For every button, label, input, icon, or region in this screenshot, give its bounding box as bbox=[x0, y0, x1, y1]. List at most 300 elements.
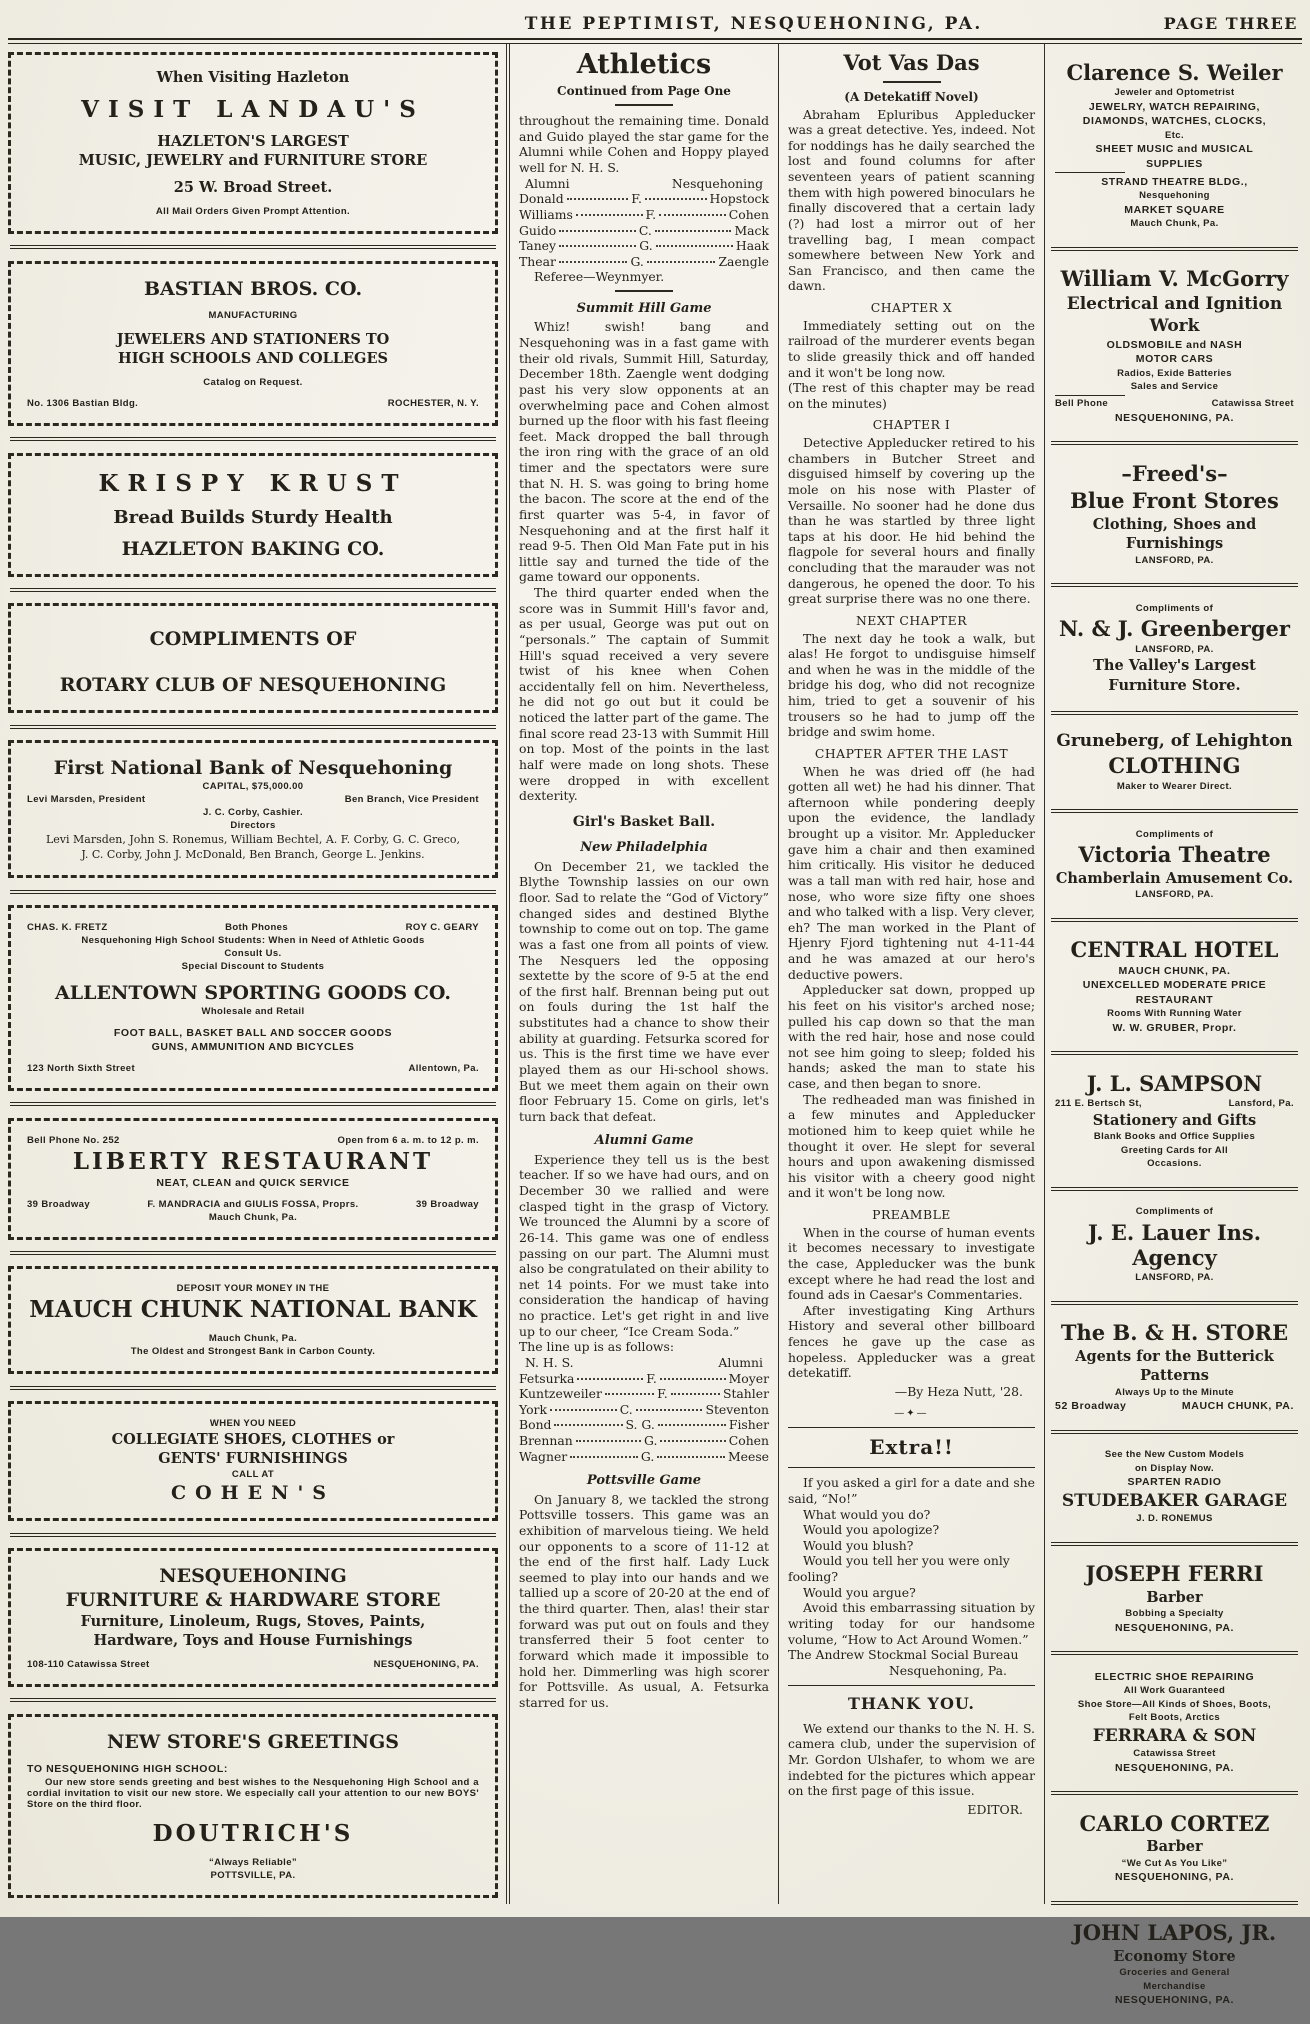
article-lineup bbox=[519, 191, 769, 269]
ad-line: COLLEGIATE SHOES, CLOTHES or bbox=[111, 1431, 395, 1449]
lineup-row bbox=[519, 1402, 769, 1418]
ad-line: CAPITAL, $75,000.00 bbox=[202, 781, 304, 793]
ad-line: Chamberlain Amusement Co. bbox=[1055, 869, 1294, 887]
ad-separator bbox=[10, 588, 496, 592]
player-home: York bbox=[519, 1401, 547, 1417]
ad-line: CLOTHING bbox=[1108, 753, 1241, 778]
ad-line: Furniture, Linoleum, Rugs, Stoves, Paints, bbox=[80, 1613, 426, 1631]
ad-line: Merchandise bbox=[1143, 1980, 1206, 1992]
article-q: What would you do? bbox=[803, 1506, 931, 1522]
article-chap: CHAPTER I bbox=[872, 417, 951, 433]
article-lr bbox=[519, 176, 769, 192]
article-p: Avoid this embarrassing situation by writing today for our handsome volume, “How to Act Around Women.” bbox=[788, 1600, 1035, 1647]
athletics-column bbox=[506, 44, 778, 1904]
row-left: Alumni bbox=[525, 175, 570, 191]
leader-dots bbox=[660, 1378, 726, 1380]
ad-line: MAUCH CHUNK NATIONAL BANK bbox=[29, 1296, 477, 1324]
player-away: Mack bbox=[734, 222, 769, 238]
ad-line: SPARTEN RADIO bbox=[1127, 1476, 1222, 1488]
ad-line: COMPLIMENTS OF bbox=[149, 628, 357, 651]
ad-line: Levi Marsden, John S. Ronemus, William Bechtel, A. F. Corby, G. C. Greco, bbox=[45, 833, 460, 847]
ad-line: Mauch Chunk, Pa. bbox=[1130, 218, 1219, 229]
ad-line: Rooms With Running Water bbox=[1107, 1008, 1242, 1019]
ad-line bbox=[27, 794, 479, 805]
ad-line: NEW STORE'S GREETINGS bbox=[107, 1730, 399, 1753]
article-p: On December 21, we tackled the Blythe Township lassies on our own floor. Sad to relate the “God of Victory” changed sides and destined Blythe township to come out on top. The game was a fast one from all points of view. The Nesquers led the opposing sextette by the score of 9-5 at the end of the first half. Brennan being put out on fouls during the 1st half the substitutes had a chance to show their ability at guarding. Fetsurka scored for us. This is the first time we have ever played them as our Hi-school shows. But we meet them again on their own floor February 15. Come on girls, let's turn back that defeat. bbox=[519, 858, 769, 1124]
player-away: Meese bbox=[727, 1448, 770, 1464]
ad-clarence-s-weiler bbox=[1051, 44, 1298, 251]
ad-line-right: MAUCH CHUNK, PA. bbox=[1181, 1400, 1294, 1412]
article-chap: NEXT CHAPTER bbox=[855, 612, 968, 628]
ad-line: CALL AT bbox=[231, 1469, 275, 1481]
ad-nesquehoning-furniture-hardware bbox=[8, 1548, 498, 1687]
ad-line: Special Discount to Students bbox=[181, 960, 325, 972]
ad-line-left: 211 E. Bertsch St, bbox=[1055, 1098, 1142, 1109]
ad-line: KRISPY KRUST bbox=[98, 469, 408, 497]
ad-line bbox=[27, 1135, 479, 1146]
ad-landaus bbox=[8, 52, 498, 234]
ad-line-right: ROCHESTER, N. Y. bbox=[387, 397, 479, 409]
ad-line: Wholesale and Retail bbox=[201, 1005, 305, 1017]
position: C. bbox=[619, 1401, 633, 1417]
ad-line: VISIT LANDAU'S bbox=[81, 96, 425, 123]
ad-line-right: Ben Branch, Vice President bbox=[344, 794, 479, 806]
article-q: Would you tell her you were only fooling? bbox=[788, 1553, 1010, 1585]
ad-line-right: NESQUEHONING, PA. bbox=[373, 1659, 479, 1671]
leader-dots bbox=[659, 214, 726, 216]
leader-dots bbox=[660, 1440, 725, 1442]
player-away: Fisher bbox=[728, 1417, 769, 1433]
ad-line: J. C. Corby, Cashier. bbox=[202, 807, 304, 819]
lineup-row bbox=[519, 238, 769, 254]
position: C. bbox=[638, 222, 652, 238]
ad-line: All Mail Orders Given Prompt Attention. bbox=[155, 206, 351, 217]
article-pni: (The rest of this chapter may be read on the minutes) bbox=[788, 380, 1035, 411]
ad-line: NEAT, CLEAN and QUICK SERVICE bbox=[156, 1176, 350, 1189]
leader-dots bbox=[657, 1456, 725, 1458]
leader-dots bbox=[559, 261, 628, 263]
ad-line: Sales and Service bbox=[1130, 381, 1219, 392]
ad-line: SUPPLIES bbox=[1146, 157, 1203, 170]
ad-freeds-blue-front-stores bbox=[1051, 445, 1298, 587]
ad-line-center: F. MANDRACIA and GIULIS FOSSA, Proprs. bbox=[147, 1198, 359, 1210]
ad-mauch-chunk-national-bank bbox=[8, 1266, 498, 1374]
lineup-row bbox=[519, 1371, 769, 1387]
ad-line: STRAND THEATRE BLDG., bbox=[1101, 175, 1248, 188]
ad-line: Barber bbox=[1146, 1838, 1203, 1855]
ad-line: FERRARA & SON bbox=[1092, 1725, 1257, 1746]
ad-john-lapos-jr bbox=[1051, 1905, 1298, 2024]
ad-line bbox=[27, 1199, 479, 1210]
ad-krispy-krust bbox=[8, 453, 498, 577]
ad-line: Greeting Cards for All bbox=[1120, 1144, 1229, 1156]
ad-line: J. C. Corby, John J. McDonald, Ben Branch, George L. Jenkins. bbox=[81, 848, 425, 862]
ad-line: Catawissa Street bbox=[1133, 1748, 1216, 1759]
ad-line: NESQUEHONING bbox=[159, 1565, 347, 1588]
ad-line: Occasions. bbox=[1147, 1158, 1202, 1169]
ad-separator bbox=[10, 1102, 496, 1106]
article-rule bbox=[883, 81, 941, 83]
position: G. bbox=[644, 1433, 658, 1448]
ad-line: CARLO CORTEZ bbox=[1079, 1810, 1270, 1836]
ad-allentown-sporting-goods bbox=[8, 905, 498, 1091]
ad-line bbox=[1055, 1098, 1294, 1109]
ad-carlo-cortez bbox=[1051, 1795, 1298, 1905]
ad-separator bbox=[10, 1698, 496, 1702]
ad-line: Directors bbox=[230, 820, 276, 832]
player-home: Kuntzeweiler bbox=[519, 1386, 602, 1402]
article-hr bbox=[788, 1427, 1035, 1428]
leader-dots bbox=[647, 261, 716, 263]
article-q: Would you apologize? bbox=[803, 1522, 940, 1538]
ad-line: Mauch Chunk, Pa. bbox=[208, 1211, 298, 1223]
article-p: If you asked a girl for a date and she said, “No!” bbox=[788, 1475, 1035, 1506]
ad-line-center: Both Phones bbox=[225, 921, 289, 933]
article-chap: CHAPTER X bbox=[870, 300, 953, 316]
lineup-row bbox=[519, 191, 769, 207]
ad-line: Blank Books and Office Supplies bbox=[1093, 1131, 1256, 1142]
article-lineup bbox=[519, 1371, 769, 1465]
article-right: Nesquehoning, Pa. bbox=[888, 1662, 1007, 1678]
article-q: Would you blush? bbox=[803, 1537, 914, 1553]
ad-line: “We Cut As You Like” bbox=[1121, 1857, 1228, 1869]
ad-line: Furniture Store. bbox=[1108, 676, 1241, 694]
ad-line: –Freed's– bbox=[1121, 460, 1228, 486]
lineup-row bbox=[519, 223, 769, 239]
ad-line: William V. McGorry bbox=[1060, 266, 1289, 291]
ad-william-v-mcgorry bbox=[1051, 251, 1298, 446]
ad-rotary-club bbox=[8, 603, 498, 713]
ad-j-l-sampson bbox=[1051, 1055, 1298, 1191]
extra-heading: Extra!! bbox=[869, 1435, 954, 1460]
article-head: New Philadelphia bbox=[580, 840, 708, 856]
lineup-row bbox=[519, 254, 769, 270]
ad-line-right: Catawissa Street bbox=[1211, 398, 1294, 409]
player-away: Cohen bbox=[728, 1433, 769, 1448]
position: F. bbox=[631, 191, 642, 207]
ad-line: FOOT BALL, BASKET BALL AND SOCCER GOODS bbox=[113, 1026, 393, 1039]
thank-you-heading: THANK YOU. bbox=[848, 1694, 975, 1714]
ad-separator bbox=[10, 245, 496, 249]
right-ads-column bbox=[1044, 44, 1304, 2006]
article-p: Whiz! swish! bang and Nesquehoning was in a fast game with their old rivals, Summit Hill, Saturday, December 18th. Zaengle went dodging past his very slow opponents at an overwhelming pace and Cohen almost burned up the floor with his fast fleeing feet. Mack dropped the ball through the iron ring with the grace of an old timer and the spectators were sure that N. H. S. was going to bring home the bacon. The score at the end of the first quarter was 5-4, in favor of Nesquehoning and at the first half it read 9-5. Then Old Man Fate put in his little say and turned the tide of the game toward our opponents. bbox=[519, 319, 769, 585]
article-sig: EDITOR. bbox=[967, 1801, 1023, 1817]
ad-cohens bbox=[8, 1401, 498, 1521]
ad-first-national-bank bbox=[8, 740, 498, 878]
leader-dots bbox=[559, 230, 636, 232]
ad-bastian-bros bbox=[8, 261, 498, 426]
leader-dots bbox=[636, 1409, 703, 1411]
player-home: Guido bbox=[519, 222, 557, 238]
leader-dots bbox=[577, 1378, 643, 1380]
ad-line bbox=[27, 1063, 479, 1074]
ad-line: ELECTRIC SHOE REPAIRING bbox=[1094, 1670, 1255, 1683]
ad-separator bbox=[10, 1533, 496, 1537]
article-sig: —By Heza Nutt, '28. bbox=[894, 1383, 1023, 1399]
ad-line: J. D. RONEMUS bbox=[1136, 1513, 1213, 1524]
newspaper-title: THE PEPTIMIST, NESQUEHONING, PA. bbox=[524, 14, 983, 34]
ad-line: Always Up to the Minute bbox=[1115, 1386, 1234, 1398]
player-away: Cohen bbox=[728, 206, 769, 222]
ad-line: LANSFORD, PA. bbox=[1135, 643, 1214, 655]
row-left: N. H. S. bbox=[525, 1354, 574, 1370]
article-p: When he was dried off (he had gotten all wet) he had his dinner. That afternoon while pondering deeply upon the evidence, the landlady brought up a visitor. Mr. Appleducker gave him a chair and then examined him critically. His visitor he deduced was a tall man with red hair, hose and nose, who wore size fifty one shoes and who talked with a lisp. Very clever, eh? The man worked in the Plant of Hjenry Fjord tightening nut 4-11-44 and he was amazed at our hero's deductive powers. bbox=[788, 763, 1035, 982]
ad-line: NESQUEHONING, PA. bbox=[1114, 1761, 1235, 1774]
leader-dots bbox=[576, 1440, 641, 1442]
ad-joseph-ferri bbox=[1051, 1546, 1298, 1656]
ad-line: Patterns bbox=[1140, 1367, 1209, 1384]
position: S. G. bbox=[625, 1417, 655, 1433]
leader-dots bbox=[645, 198, 707, 200]
ad-separator bbox=[10, 725, 496, 729]
player-home: Thear bbox=[519, 253, 556, 269]
ad-line: Agents for the Butterick bbox=[1075, 1347, 1274, 1365]
ad-victoria-theatre bbox=[1051, 813, 1298, 922]
article-p: Detective Appleducker retired to his chambers in Butcher Street and disguised himself by covering up the mole on his nose with Plaster of Versaille. No sooner had he done dus than he was startled by three light taps at his door. He hid behind the flagpole for several hours and finally concluding that the marauder was not dangerous, he opened the door. To his great surprise there was no one there. bbox=[788, 435, 1035, 607]
ad-liberty-restaurant bbox=[8, 1118, 498, 1240]
article-sub: Continued from Page One bbox=[557, 84, 731, 99]
vot-vas-das-column bbox=[778, 44, 1044, 1904]
ad-line-right: ROY C. GEARY bbox=[405, 921, 479, 933]
ad-line: Compliments of bbox=[1135, 828, 1214, 840]
ad-line: OLDSMOBILE and NASH bbox=[1106, 338, 1243, 351]
ad-separator bbox=[10, 437, 496, 441]
ad-line: N. & J. Greenberger bbox=[1059, 616, 1290, 641]
player-home: Wagner bbox=[519, 1448, 568, 1464]
article-hr bbox=[788, 1467, 1035, 1468]
ad-line-left: Bell Phone No. 252 bbox=[27, 1134, 120, 1146]
page-number-label: PAGE THREE bbox=[1163, 14, 1298, 33]
player-home: Donald bbox=[519, 191, 564, 207]
player-away: Haak bbox=[735, 238, 770, 254]
article-pni: throughout the remaining time. Donald and Guido played the star game for the Alumni while Cohen and Hoppy played well for N. H. S. bbox=[519, 113, 769, 175]
ad-line: The B. & H. STORE bbox=[1060, 1320, 1289, 1345]
ad-line: JEWELRY, WATCH REPAIRING, bbox=[1088, 100, 1261, 113]
leader-dots bbox=[576, 214, 643, 216]
ad-line: Catalog on Request. bbox=[203, 376, 303, 388]
leader-dots bbox=[605, 1393, 654, 1395]
player-home: Bond bbox=[519, 1417, 552, 1433]
ad-line: Work bbox=[1149, 316, 1200, 336]
row-right: Alumni bbox=[718, 1354, 763, 1370]
ad-ferrara-and-son bbox=[1051, 1655, 1298, 1795]
leader-dots bbox=[658, 1424, 726, 1426]
ad-line: All Work Guaranteed bbox=[1123, 1685, 1226, 1696]
ad-line-right: Lansford, Pa. bbox=[1228, 1098, 1294, 1109]
vot-vas-das-title: Vot Vas Das bbox=[843, 50, 980, 75]
ad-line: Gruneberg, of Lehighton bbox=[1056, 730, 1293, 751]
lineup-row bbox=[519, 1417, 769, 1433]
ad-line-left: 108-110 Catawissa Street bbox=[27, 1659, 150, 1671]
player-away: Moyer bbox=[728, 1370, 769, 1386]
article-pni: The line up is as follows: bbox=[519, 1339, 675, 1355]
ad-doutrichs bbox=[8, 1714, 498, 1898]
ad-line: NESQUEHONING, PA. bbox=[1114, 1994, 1235, 2006]
ad-line: Blue Front Stores bbox=[1070, 488, 1279, 513]
ad-line: See the New Custom Models bbox=[1104, 1449, 1245, 1460]
ad-line: The Valley's Largest bbox=[1093, 657, 1256, 674]
ad-separator bbox=[10, 890, 496, 894]
ad-line: UNEXCELLED MODERATE PRICE bbox=[1082, 979, 1267, 991]
ad-line: LIBERTY RESTAURANT bbox=[72, 1147, 434, 1175]
ad-line-right: Allentown, Pa. bbox=[408, 1062, 479, 1074]
ad-line: Nesquehoning High School Students: When in Need of Athletic Goods bbox=[81, 934, 425, 946]
masthead bbox=[6, 4, 1304, 38]
ad-studebaker-garage bbox=[1051, 1434, 1298, 1546]
ad-line: GUNS, AMMUNITION AND BICYCLES bbox=[151, 1040, 355, 1053]
player-away: Stahler bbox=[722, 1386, 770, 1402]
ad-line: on Display Now. bbox=[1134, 1462, 1215, 1474]
player-away: Hopstock bbox=[709, 191, 769, 207]
ad-n-j-greenberger bbox=[1051, 587, 1298, 715]
ad-line-left: 52 Broadway bbox=[1055, 1400, 1127, 1412]
article-p: The next day he took a walk, but alas! He forgot to undisguise himself and when he was in the middle of the bridge his dog, who did not recognize him, tried to get a souvenir of his trousers so he had to jump off the bridge and swim home. bbox=[788, 630, 1035, 740]
ad-line-left: Bell Phone bbox=[1055, 398, 1109, 409]
article-chap: CHAPTER AFTER THE LAST bbox=[814, 745, 1009, 761]
ad-line: Furnishings bbox=[1125, 535, 1224, 552]
ad-line: WHEN YOU NEED bbox=[209, 1418, 297, 1430]
ad-line-left: CHAS. K. FRETZ bbox=[27, 921, 108, 933]
ad-line: POTTSVILLE, PA. bbox=[210, 1869, 296, 1881]
article-p: The redheaded man was finished in a few minutes and Appleducker motioned him to keep quiet while he thought it over. He slept for several hours and upon awakening dismissed his visitor with a cheery good night and it won't be long now. bbox=[788, 1091, 1035, 1201]
ad-line bbox=[27, 398, 479, 409]
position: G. bbox=[639, 238, 653, 254]
ad-line: MOTOR CARS bbox=[1135, 353, 1214, 365]
ad-line: COHEN'S bbox=[170, 1482, 335, 1505]
leader-dots bbox=[570, 1456, 638, 1458]
ad-b-and-h-store bbox=[1051, 1305, 1298, 1434]
ad-line: NESQUEHONING, PA. bbox=[1114, 1871, 1235, 1883]
ad-line: Clarence S. Weiler bbox=[1066, 59, 1283, 85]
ad-line: Bread Builds Sturdy Health bbox=[113, 506, 393, 528]
position: F. bbox=[657, 1386, 668, 1402]
ad-line: JOSEPH FERRI bbox=[1085, 1561, 1264, 1586]
player-home: Fetsurka bbox=[519, 1370, 575, 1386]
ad-line: JEWELERS AND STATIONERS TO bbox=[116, 330, 390, 348]
ad-line: Barber bbox=[1146, 1588, 1203, 1606]
ad-line bbox=[27, 1659, 479, 1670]
ad-line: Clothing, Shoes and bbox=[1092, 515, 1257, 533]
ad-line: Felt Boots, Arctics bbox=[1128, 1712, 1221, 1723]
ad-line: MUSIC, JEWELRY and FURNITURE STORE bbox=[78, 152, 428, 169]
ad-line-left: No. 1306 Bastian Bldg. bbox=[27, 397, 139, 409]
ad-line: The Oldest and Strongest Bank in Carbon County. bbox=[130, 1346, 376, 1358]
leader-dots bbox=[655, 230, 732, 232]
ad-line: TO NESQUEHONING HIGH SCHOOL: bbox=[27, 1762, 228, 1775]
article-p: After investigating King Arthurs History and several other billboard fences he gave up the case as hopeless. Appleducker was a great detekatiff. bbox=[788, 1302, 1035, 1381]
lineup-row bbox=[519, 1449, 769, 1465]
ad-line: MARKET SQUARE bbox=[1124, 203, 1225, 216]
ad-line-right: Open from 6 a. m. to 12 p. m. bbox=[337, 1134, 479, 1146]
lineup-row bbox=[519, 1386, 769, 1402]
ad-line: Shoe Store—All Kinds of Shoes, Boots, bbox=[1077, 1698, 1272, 1710]
player-home: Brennan bbox=[519, 1433, 573, 1448]
ad-gruneberg-clothing bbox=[1051, 715, 1298, 813]
ad-line: W. W. GRUBER, Propr. bbox=[1112, 1021, 1237, 1034]
ad-line: Our new store sends greeting and best wishes to the Nesquehoning High School and a cordial invitation to visit our new store. We especially call your attention to our new BOYS' Store on the third floor. bbox=[27, 1776, 479, 1810]
ad-line: Groceries and General bbox=[1119, 1967, 1230, 1978]
ad-line: HAZLETON BAKING CO. bbox=[121, 537, 385, 560]
page-columns bbox=[6, 44, 1304, 2006]
article-p: Appleducker sat down, propped up his feet on his visitor's arched nose; pulled his cap down so that the man with the red hair, hose and nose could not see him going to sleep; folded his hands; asked the man to state his case, and then began to snore. bbox=[788, 982, 1035, 1092]
player-away: Zaengle bbox=[718, 253, 769, 269]
article-p: When in the course of human events it becomes necessary to investigate the case, Appleducker was the bunk except where he had read the lost and found ads in Caesar's Commentaries. bbox=[788, 1224, 1035, 1303]
ad-line: Jeweler and Optometrist bbox=[1114, 87, 1235, 98]
athletics-title: Athletics bbox=[576, 49, 712, 80]
ad-line: GENTS' FURNISHINGS bbox=[158, 1450, 348, 1468]
ad-line: DOUTRICH'S bbox=[152, 1819, 354, 1847]
position: F. bbox=[646, 1370, 657, 1386]
ad-line: HIGH SCHOOLS AND COLLEGES bbox=[118, 349, 388, 367]
article-sub: (A Detekatiff Novel) bbox=[844, 90, 979, 105]
ad-line: RESTAURANT bbox=[1135, 993, 1214, 1006]
leader-dots bbox=[554, 1424, 622, 1426]
ad-line bbox=[27, 922, 479, 933]
ad-line: HAZLETON'S LARGEST bbox=[157, 133, 349, 150]
leader-dots bbox=[671, 1393, 720, 1395]
ad-separator bbox=[10, 1386, 496, 1390]
article-orn: —✦— bbox=[894, 1407, 929, 1419]
ad-line: LANSFORD, PA. bbox=[1135, 554, 1214, 566]
ad-line: Compliments of bbox=[1135, 602, 1214, 614]
leader-dots bbox=[550, 1409, 617, 1411]
ad-line-left: 123 North Sixth Street bbox=[27, 1062, 136, 1074]
ad-line: FURNITURE & HARDWARE STORE bbox=[65, 1589, 441, 1612]
ad-line: Consult Us. bbox=[224, 947, 282, 959]
position: G. bbox=[630, 253, 644, 269]
ad-line: NESQUEHONING, PA. bbox=[1114, 411, 1235, 424]
article-lr bbox=[519, 1355, 769, 1371]
ad-j-e-lauer-ins-agency bbox=[1051, 1191, 1298, 1305]
ad-line: “Always Reliable” bbox=[208, 1856, 298, 1868]
article-q: Referee—Weynmyer. bbox=[534, 269, 665, 285]
article-p: The third quarter ended when the score was in Summit Hill's favor and, as per usual, George was put out on “personals.” The captain of Summit Hill's squad received a very severe twist of his knee when Cohen accidentally fell on him. Nevertheless, he did not go out but it could be noticed the latter part of the game. The final score read 23-13 with Summit Hill on top. Most of the points in the last half were made on long shots. These were dropped in with excellent dexterity. bbox=[519, 585, 769, 804]
ad-line: DIAMONDS, WATCHES, CLOCKS, bbox=[1082, 115, 1267, 127]
ad-line: Radios, Exide Batteries bbox=[1117, 367, 1232, 379]
article-head: Alumni Game bbox=[594, 1133, 694, 1149]
position: G. bbox=[640, 1448, 655, 1464]
leader-dots bbox=[559, 245, 636, 247]
leader-dots bbox=[656, 245, 733, 247]
ad-line: Maker to Wearer Direct. bbox=[1116, 780, 1233, 792]
ad-line: Compliments of bbox=[1135, 1206, 1214, 1217]
left-ads-column bbox=[6, 44, 506, 1904]
ad-line: Bobbing a Specialty bbox=[1125, 1608, 1224, 1619]
ad-line: When Visiting Hazleton bbox=[156, 69, 350, 86]
article-head: Summit Hill Game bbox=[576, 301, 712, 316]
ad-line-right: 39 Broadway bbox=[415, 1198, 479, 1210]
ad-line: JOHN LAPOS, JR. bbox=[1072, 1920, 1277, 1945]
row-right: Nesquehoning bbox=[671, 175, 763, 191]
ad-line: 25 W. Broad Street. bbox=[173, 179, 333, 196]
ad-line: J. E. Lauer Ins. Agency bbox=[1087, 1219, 1262, 1270]
ad-central-hotel bbox=[1051, 922, 1298, 1056]
ad-line: ROTARY CLUB OF NESQUEHONING bbox=[59, 674, 447, 697]
ad-line: BASTIAN BROS. CO. bbox=[143, 277, 363, 300]
ad-line: Electrical and Ignition bbox=[1066, 293, 1283, 314]
ad-line bbox=[1055, 172, 1125, 173]
player-away: Steventon bbox=[705, 1401, 769, 1417]
ad-line: SHEET MUSIC and MUSICAL bbox=[1095, 143, 1254, 155]
ad-line: Hardware, Toys and House Furnishings bbox=[93, 1632, 413, 1650]
ad-line bbox=[1055, 1400, 1294, 1412]
ad-line: MANUFACTURING bbox=[208, 309, 298, 321]
ad-line: LANSFORD, PA. bbox=[1135, 889, 1214, 900]
article-p: We extend our thanks to the N. H. S. camera club, under the supervision of Mr. Gordon Ulshafer, to whom we are indebted for the pictures which appear on the first page of this issue. bbox=[788, 1720, 1035, 1799]
ad-line-left: 39 Broadway bbox=[27, 1198, 91, 1210]
ad-line: LANSFORD, PA. bbox=[1135, 1272, 1214, 1283]
ad-line: Victoria Theatre bbox=[1078, 842, 1271, 867]
